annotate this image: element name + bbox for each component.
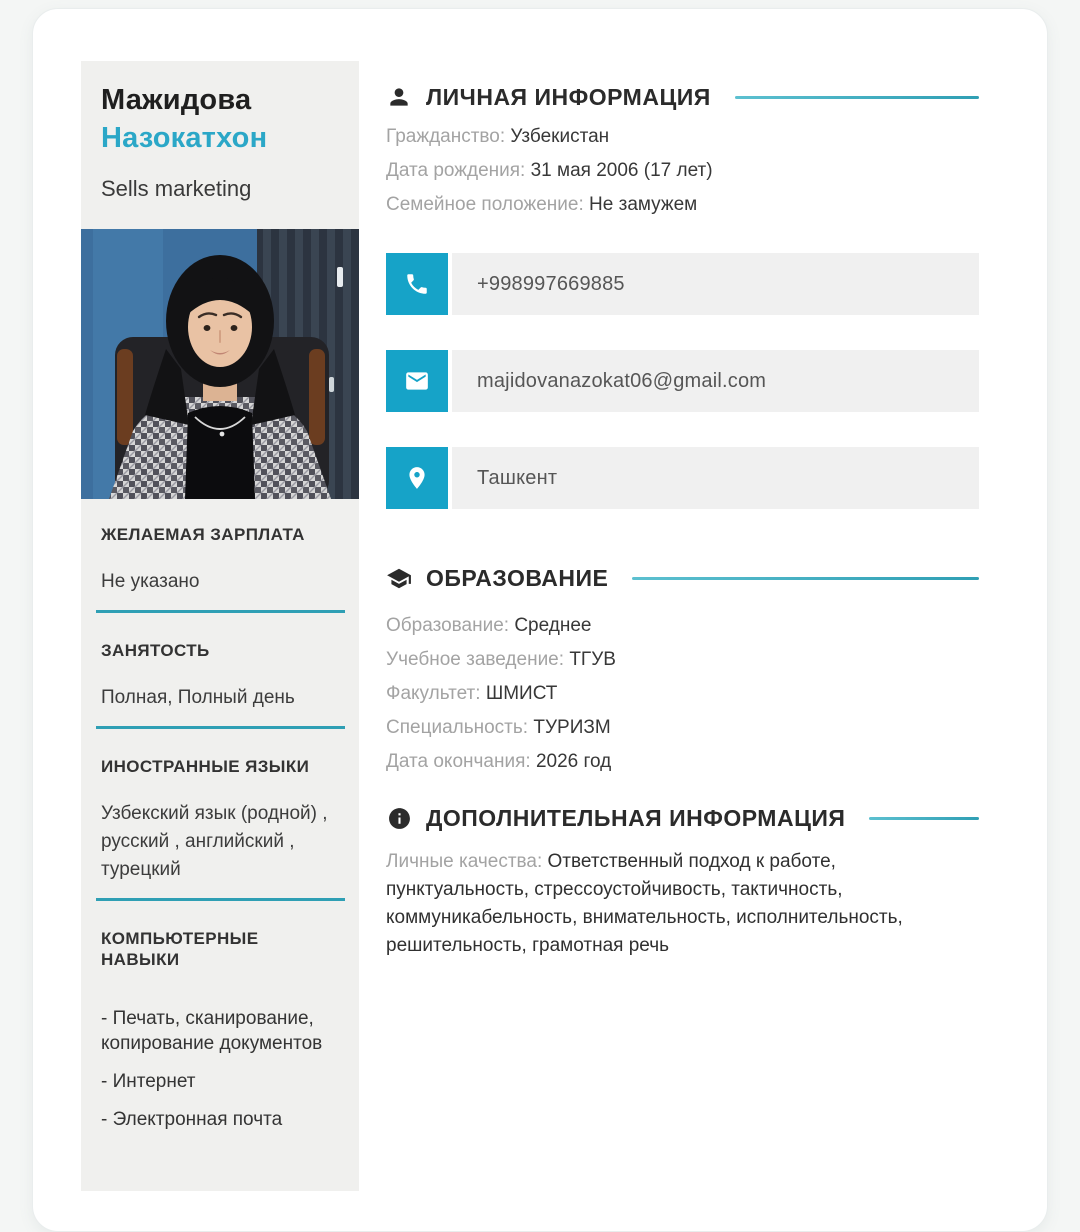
location-value: Ташкент xyxy=(452,447,979,509)
contact-email xyxy=(386,350,979,412)
field-graduation-date: Дата окончания: 2026 год xyxy=(386,751,612,772)
main-content xyxy=(386,61,979,1191)
field-speciality: Специальность: ТУРИЗМ xyxy=(386,717,611,738)
field-birth-date: Дата рождения: 31 мая 2006 (17 лет) xyxy=(386,160,713,181)
personal-info-fields xyxy=(386,127,979,215)
section-personal-info xyxy=(386,83,979,215)
field-citizenship: Гражданство: Узбекистан xyxy=(386,126,610,147)
location-icon xyxy=(386,447,448,509)
employment-value: Полная, Полный день xyxy=(101,687,295,708)
header-rule xyxy=(735,96,979,99)
additional-info-header xyxy=(386,804,979,832)
education-fields xyxy=(386,616,979,772)
last-name: Мажидова xyxy=(101,84,252,116)
section-education xyxy=(386,564,979,772)
divider xyxy=(96,610,345,613)
personal-qualities xyxy=(386,848,951,960)
phone-icon xyxy=(386,253,448,315)
salary-value: Не указано xyxy=(101,571,200,592)
sidebar-section-computer-skills xyxy=(101,928,345,1132)
email-icon xyxy=(386,350,448,412)
contact-phone xyxy=(386,253,979,315)
sidebar-section-languages xyxy=(101,756,345,901)
languages-title: ИНОСТРАННЫЕ ЯЗЫКИ xyxy=(101,757,310,776)
email-value: majidovanazokat06@gmail.com xyxy=(452,350,979,412)
contact-location xyxy=(386,447,979,509)
employment-title: ЗАНЯТОСТЬ xyxy=(101,641,210,660)
salary-title: ЖЕЛАЕМАЯ ЗАРПЛАТА xyxy=(101,525,305,544)
first-name: Назокатхон xyxy=(101,122,268,154)
education-title: ОБРАЗОВАНИЕ xyxy=(426,565,609,591)
languages-value: Узбекский язык (родной) , русский , английский , турецкий xyxy=(101,803,328,880)
job-title: Sells marketing xyxy=(101,176,252,201)
field-institution: Учебное заведение: ТГУВ xyxy=(386,649,616,670)
section-additional-info xyxy=(386,804,979,960)
qualities-label: Личные качества: xyxy=(386,851,543,872)
divider xyxy=(96,898,345,901)
contacts xyxy=(386,253,979,509)
header-rule xyxy=(632,577,979,580)
sidebar xyxy=(81,61,359,1191)
skill-item: - Электронная почта xyxy=(101,1109,283,1130)
sidebar-sections xyxy=(81,499,359,1191)
personal-info-header xyxy=(386,83,979,111)
field-marital-status: Семейное положение: Не замужем xyxy=(386,194,698,215)
education-header xyxy=(386,564,979,592)
additional-info-title: ДОПОЛНИТЕЛЬНАЯ ИНФОРМАЦИЯ xyxy=(426,805,846,831)
field-education-level: Образование: Среднее xyxy=(386,615,592,636)
field-faculty: Факультет: ШМИСТ xyxy=(386,683,558,704)
sidebar-section-employment xyxy=(101,640,345,729)
person-icon xyxy=(386,84,412,110)
graduation-cap-icon xyxy=(386,565,412,591)
computer-skills-title: КОМПЬЮТЕРНЫЕ НАВЫКИ xyxy=(101,929,259,969)
divider xyxy=(96,726,345,729)
computer-skills-list xyxy=(101,1006,345,1132)
resume-card xyxy=(32,8,1048,1232)
personal-info-title: ЛИЧНАЯ ИНФОРМАЦИЯ xyxy=(426,84,711,110)
skill-item: - Интернет xyxy=(101,1071,196,1092)
profile-photo xyxy=(81,229,359,499)
header-rule xyxy=(869,817,979,820)
name-block xyxy=(81,61,359,203)
skill-item: - Печать, сканирование, копирование документов xyxy=(101,1008,323,1054)
info-icon xyxy=(386,805,412,831)
sidebar-section-salary xyxy=(101,524,345,613)
qualities-text: Ответственный подход к работе, пунктуальность, стрессоустойчивость, тактичность, коммуникабельность, внимательность, исполнительность, решительность, грамотная речь xyxy=(386,851,903,956)
phone-value: +998997669885 xyxy=(452,253,979,315)
